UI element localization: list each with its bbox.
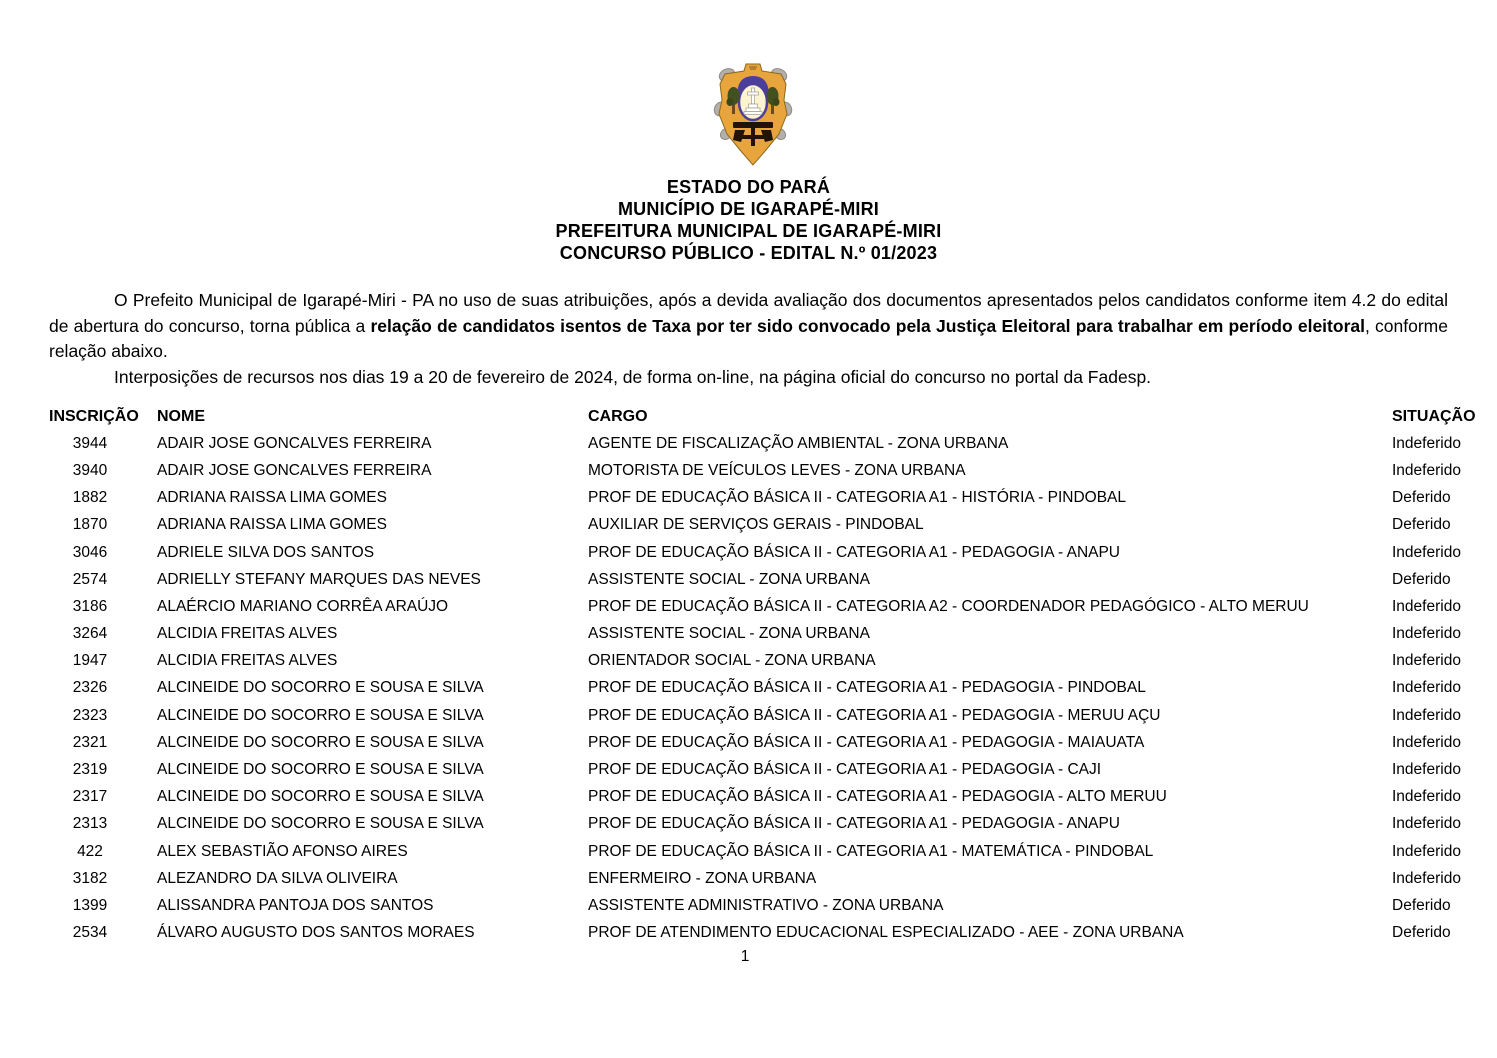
cell-nome: ADRIELLY STEFANY MARQUES DAS NEVES (157, 570, 481, 588)
cell-cargo: ORIENTADOR SOCIAL - ZONA URBANA (588, 652, 876, 670)
table-row (49, 811, 1489, 838)
cell-situacao: Indeferido (1392, 679, 1461, 697)
intro-p1-start: O Prefeito Municipal de Igarapé-Miri - PA no uso de suas atribuições, após a devida avaliação dos documentos apresentados pelos candidatos conforme item 4.2 do edital de abertura do concurso, torna pública a (49, 290, 1448, 336)
table-row (49, 539, 1489, 566)
intro-paragraph-1 (49, 288, 1448, 365)
table-row (49, 485, 1489, 512)
cell-nome: ALCINEIDE DO SOCORRO E SOUSA E SILVA (157, 815, 484, 833)
intro-p1-end: , conforme relação abaixo. (49, 315, 1448, 361)
cell-cargo: PROF DE EDUCAÇÃO BÁSICA II - CATEGORIA A1 - PEDAGOGIA - MERUU AÇU (588, 706, 1161, 724)
cell-situacao: Indeferido (1392, 788, 1461, 806)
page-number: 1 (740, 948, 750, 965)
table-row (49, 756, 1489, 783)
cell-cargo: PROF DE EDUCAÇÃO BÁSICA II - CATEGORIA A1 - PEDAGOGIA - ANAPU (588, 815, 1121, 833)
cell-inscricao: 3046 (72, 543, 108, 561)
table-row (49, 729, 1489, 756)
cell-cargo: ENFERMEIRO - ZONA URBANA (588, 869, 817, 887)
cell-cargo: PROF DE EDUCAÇÃO BÁSICA II - CATEGORIA A1 - HISTÓRIA - PINDOBAL (588, 489, 1127, 507)
document-header (0, 176, 1497, 264)
cell-cargo: PROF DE EDUCAÇÃO BÁSICA II - CATEGORIA A1 - PEDAGOGIA - CAJI (588, 761, 1102, 779)
table-row (49, 566, 1489, 593)
coat-of-arms-svg (713, 62, 793, 168)
cell-cargo: ASSISTENTE SOCIAL - ZONA URBANA (588, 570, 870, 588)
cell-situacao: Deferido (1392, 489, 1451, 507)
cell-nome: ADRIANA RAISSA LIMA GOMES (157, 516, 387, 534)
cell-nome: ALAÉRCIO MARIANO CORRÊA ARAÚJO (157, 597, 449, 615)
cell-cargo: PROF DE EDUCAÇÃO BÁSICA II - CATEGORIA A1 - PEDAGOGIA - MAIAUATA (588, 733, 1145, 751)
cell-cargo: AGENTE DE FISCALIZAÇÃO AMBIENTAL - ZONA URBANA (588, 434, 1009, 452)
table-row (49, 457, 1489, 484)
cell-inscricao: 2321 (72, 733, 108, 751)
column-header-inscricao: INSCRIÇÃO (49, 407, 139, 425)
header-line-estado: ESTADO DO PARÁ (666, 177, 831, 197)
cell-nome: ALCINEIDE DO SOCORRO E SOUSA E SILVA (157, 733, 484, 751)
table-row (49, 838, 1489, 865)
table-header-row (49, 403, 1489, 430)
table-row (49, 892, 1489, 919)
cell-inscricao: 422 (77, 842, 103, 860)
cell-situacao: Indeferido (1392, 815, 1461, 833)
candidates-table (49, 403, 1489, 947)
cell-situacao: Deferido (1392, 516, 1451, 534)
cell-inscricao: 2317 (72, 788, 108, 806)
column-header-nome: NOME (157, 407, 205, 425)
cell-situacao: Indeferido (1392, 625, 1461, 643)
cell-inscricao: 1947 (72, 652, 108, 670)
column-header-situacao: SITUAÇÃO (1392, 407, 1476, 425)
cell-inscricao: 1870 (72, 516, 108, 534)
cell-nome: ÁLVARO AUGUSTO DOS SANTOS MORAES (157, 924, 475, 942)
table-row (49, 512, 1489, 539)
cell-situacao: Deferido (1392, 896, 1451, 914)
cell-nome: ADAIR JOSE GONCALVES FERREIRA (157, 461, 432, 479)
cell-cargo: PROF DE EDUCAÇÃO BÁSICA II - CATEGORIA A1 - PEDAGOGIA - PINDOBAL (588, 679, 1146, 697)
header-line-municipio: MUNICÍPIO DE IGARAPÉ-MIRI (617, 199, 879, 219)
cell-cargo: PROF DE EDUCAÇÃO BÁSICA II - CATEGORIA A1 - MATEMÁTICA - PINDOBAL (588, 842, 1154, 860)
cell-cargo: PROF DE EDUCAÇÃO BÁSICA II - CATEGORIA A1 - PEDAGOGIA - ANAPU (588, 543, 1121, 561)
cell-inscricao: 2323 (72, 706, 108, 724)
cell-situacao: Indeferido (1392, 761, 1461, 779)
cell-inscricao: 3264 (72, 625, 108, 643)
table-row (49, 865, 1489, 892)
cell-cargo: AUXILIAR DE SERVIÇOS GERAIS - PINDOBAL (588, 516, 924, 534)
cell-nome: ALEX SEBASTIÃO AFONSO AIRES (157, 842, 408, 860)
cell-inscricao: 2326 (72, 679, 108, 697)
cell-nome: ADRIELE SILVA DOS SANTOS (157, 543, 375, 561)
cell-situacao: Indeferido (1392, 434, 1461, 452)
cell-situacao: Indeferido (1392, 652, 1461, 670)
cell-inscricao: 2313 (72, 815, 108, 833)
cell-inscricao: 2319 (72, 761, 108, 779)
cell-nome: ALEZANDRO DA SILVA OLIVEIRA (157, 869, 398, 887)
table-row (49, 621, 1489, 648)
table-row (49, 593, 1489, 620)
cell-situacao: Indeferido (1392, 706, 1461, 724)
cell-inscricao: 2574 (72, 570, 108, 588)
cell-cargo: PROF DE EDUCAÇÃO BÁSICA II - CATEGORIA A1 - PEDAGOGIA - ALTO MERUU (588, 788, 1167, 806)
intro-text (49, 288, 1448, 390)
header-line-prefeitura: PREFEITURA MUNICIPAL DE IGARAPÉ-MIRI (555, 221, 942, 241)
cell-cargo: PROF DE EDUCAÇÃO BÁSICA II - CATEGORIA A2 - COORDENADOR PEDAGÓGICO - ALTO MERUU (588, 597, 1309, 615)
cell-situacao: Indeferido (1392, 543, 1461, 561)
cell-situacao: Indeferido (1392, 597, 1461, 615)
coat-of-arms-icon (713, 62, 793, 168)
cell-nome: ALCINEIDE DO SOCORRO E SOUSA E SILVA (157, 679, 484, 697)
column-header-cargo: CARGO (588, 407, 648, 425)
table-row (49, 920, 1489, 947)
cell-cargo: ASSISTENTE ADMINISTRATIVO - ZONA URBANA (588, 896, 944, 914)
intro-paragraph-2: Interposições de recursos nos dias 19 a 20 de fevereiro de 2024, de forma on-line, na página oficial do concurso no portal da Fadesp. (114, 366, 1152, 387)
cell-cargo: PROF DE ATENDIMENTO EDUCACIONAL ESPECIALIZADO - AEE - ZONA URBANA (588, 924, 1184, 942)
table-row (49, 430, 1489, 457)
table-row (49, 648, 1489, 675)
cell-situacao: Deferido (1392, 570, 1451, 588)
cell-nome: ALISSANDRA PANTOJA DOS SANTOS (157, 896, 434, 914)
table-row (49, 702, 1489, 729)
cell-nome: ALCINEIDE DO SOCORRO E SOUSA E SILVA (157, 761, 484, 779)
table-body (49, 430, 1489, 947)
cell-nome: ALCIDIA FREITAS ALVES (157, 652, 338, 670)
cell-inscricao: 3944 (72, 434, 108, 452)
table-row (49, 784, 1489, 811)
cell-cargo: MOTORISTA DE VEÍCULOS LEVES - ZONA URBANA (588, 461, 966, 479)
cell-situacao: Indeferido (1392, 461, 1461, 479)
table-row (49, 675, 1489, 702)
cell-situacao: Indeferido (1392, 869, 1461, 887)
cell-inscricao: 1399 (72, 896, 108, 914)
cell-inscricao: 1882 (72, 489, 108, 507)
cell-nome: ADRIANA RAISSA LIMA GOMES (157, 489, 387, 507)
cell-nome: ALCIDIA FREITAS ALVES (157, 625, 338, 643)
cell-situacao: Indeferido (1392, 842, 1461, 860)
cell-nome: ADAIR JOSE GONCALVES FERREIRA (157, 434, 432, 452)
cell-nome: ALCINEIDE DO SOCORRO E SOUSA E SILVA (157, 788, 484, 806)
cell-inscricao: 2534 (72, 924, 108, 942)
cell-cargo: ASSISTENTE SOCIAL - ZONA URBANA (588, 625, 870, 643)
cell-inscricao: 3182 (72, 869, 108, 887)
intro-p1-bold: relação de candidatos isentos de Taxa por ter sido convocado pela Justiça Eleitoral para trabalhar em período eleitoral (370, 315, 1365, 336)
cell-situacao: Indeferido (1392, 733, 1461, 751)
header-line-edital: CONCURSO PÚBLICO - EDITAL N.º 01/2023 (559, 243, 938, 263)
cell-inscricao: 3940 (72, 461, 108, 479)
cell-inscricao: 3186 (72, 597, 108, 615)
cell-situacao: Deferido (1392, 924, 1451, 942)
cell-nome: ALCINEIDE DO SOCORRO E SOUSA E SILVA (157, 706, 484, 724)
